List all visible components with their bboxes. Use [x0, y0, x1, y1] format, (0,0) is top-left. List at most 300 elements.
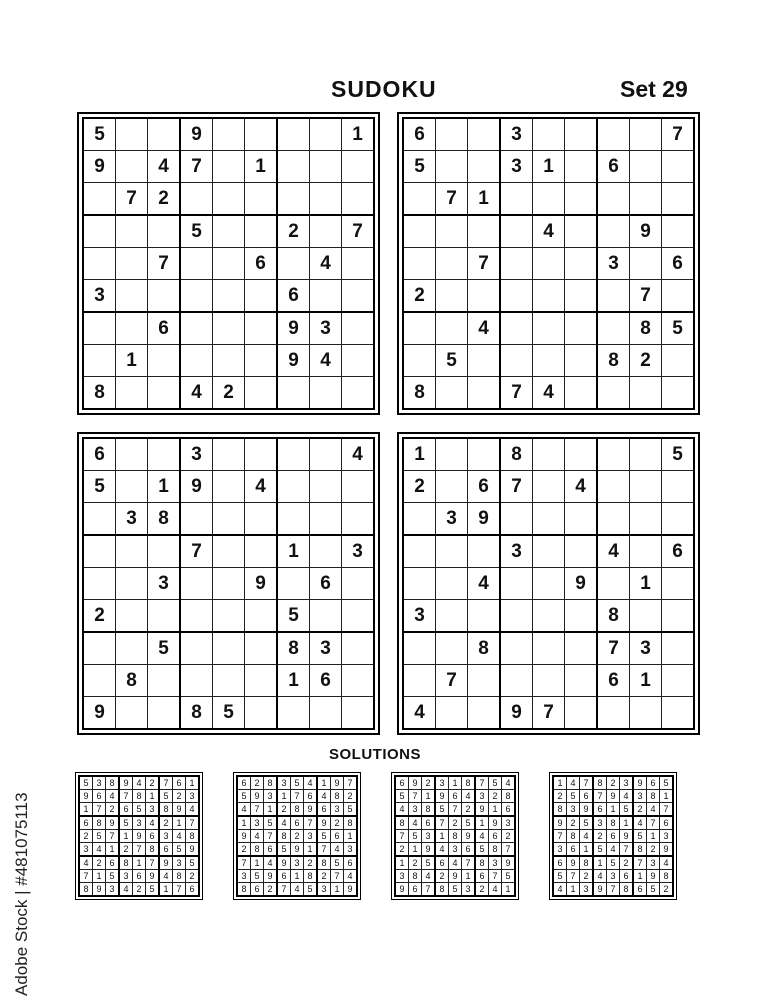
solution-cell-4-cell: 6	[553, 856, 567, 870]
puzzle-cell-2-cell	[403, 215, 436, 248]
solution-cell-1-cell: 2	[93, 856, 106, 870]
solution-cell-3-cell: 6	[395, 776, 409, 790]
puzzle-2	[397, 112, 700, 415]
puzzle-cell-4-row	[403, 665, 694, 697]
solution-cell-2-cell: 8	[331, 790, 344, 803]
solution-cell-2-cell: 8	[291, 803, 304, 817]
solution-cell-4-cell: 6	[567, 843, 580, 857]
solution-cell-4-cell: 3	[553, 843, 567, 857]
solution-cell-2-cell: 6	[317, 803, 331, 817]
solution-cell-3-cell: 9	[502, 856, 516, 870]
solution-cell-4-cell: 4	[593, 870, 607, 883]
puzzle-cell-2-cell: 9	[630, 215, 662, 248]
solution-cell-2-cell: 2	[331, 816, 344, 830]
puzzle-cell-4-cell	[597, 503, 630, 536]
solution-cell-4-cell: 5	[593, 843, 607, 857]
solution-cell-3-cell: 7	[462, 856, 476, 870]
puzzle-cell-1-cell: 1	[342, 118, 375, 151]
puzzle-cell-3-cell	[245, 600, 278, 633]
solution-cell-4-cell: 8	[607, 816, 620, 830]
puzzle-cell-4-cell	[533, 471, 565, 503]
puzzle-cell-1-cell	[180, 183, 213, 216]
solution-cell-3-row	[395, 856, 515, 870]
solution-cell-2-cell: 8	[251, 843, 264, 857]
puzzle-cell-3-row	[83, 535, 374, 568]
solution-cell-3-cell: 4	[422, 870, 436, 883]
solution-cell-1-cell: 4	[93, 843, 106, 857]
puzzle-cell-3-cell: 5	[213, 697, 245, 730]
puzzle-cell-4-cell	[597, 471, 630, 503]
solution-cell-4-cell: 8	[620, 883, 634, 897]
puzzle-cell-2-cell	[533, 183, 565, 216]
solution-cell-4-cell: 1	[633, 870, 647, 883]
puzzle-cell-1-cell	[342, 312, 375, 345]
puzzle-cell-3-cell	[342, 471, 375, 503]
solution-cell-1-row	[79, 843, 199, 857]
puzzle-cell-2-cell: 3	[500, 118, 533, 151]
solution-cell-3-cell: 2	[409, 856, 422, 870]
puzzle-cell-1-cell	[213, 312, 245, 345]
solution-cell-4-cell: 1	[660, 790, 674, 803]
puzzle-cell-1-cell: 3	[83, 280, 116, 313]
solution-cell-2-cell: 4	[277, 816, 291, 830]
solution-cell-2-cell: 5	[304, 883, 318, 897]
puzzle-cell-3-cell: 5	[277, 600, 310, 633]
puzzle-cell-2-cell	[468, 377, 501, 410]
solution-cell-2-cell: 2	[277, 803, 291, 817]
solution-cell-4-cell: 5	[633, 830, 647, 843]
solution-cell-3-cell: 5	[462, 816, 476, 830]
solution-cell-1-cell: 8	[146, 843, 160, 857]
solution-cell-2-cell: 5	[331, 856, 344, 870]
solution-cell-3-cell: 1	[449, 776, 462, 790]
solution-cell-2-cell: 4	[331, 843, 344, 857]
puzzle-cell-2-cell	[565, 215, 598, 248]
solution-cell-3-cell: 5	[409, 830, 422, 843]
puzzle-cell-3-cell	[245, 535, 278, 568]
solution-cell-1-cell: 1	[119, 830, 133, 843]
puzzle-cell-1-cell	[83, 215, 116, 248]
solution-cell-2-cell: 2	[344, 790, 358, 803]
solution-cell-4-cell: 5	[607, 856, 620, 870]
puzzle-cell-2-cell	[500, 183, 533, 216]
puzzle-cell-3-row	[83, 471, 374, 503]
solution-cell-4-cell: 8	[633, 843, 647, 857]
solution-cell-4-cell: 3	[660, 830, 674, 843]
solution-cell-3-cell: 8	[435, 883, 449, 897]
solution-cell-4-cell: 7	[553, 830, 567, 843]
solution-cell-2-cell: 3	[251, 816, 264, 830]
puzzle-cell-2-row	[403, 151, 694, 183]
puzzle-cell-3-cell: 9	[245, 568, 278, 600]
solution-cell-1-cell: 2	[119, 843, 133, 857]
puzzle-cell-2-cell	[533, 118, 565, 151]
puzzle-cell-2-cell	[662, 183, 695, 216]
puzzle-cell-3-cell	[245, 438, 278, 471]
solution-cell-1-cell: 7	[119, 790, 133, 803]
solution-cell-2-cell: 7	[277, 883, 291, 897]
solution-cell-1-cell: 7	[146, 856, 160, 870]
solution-cell-1-cell: 6	[186, 883, 200, 897]
solution-cell-2-cell: 1	[237, 816, 251, 830]
solution-cell-4-cell: 5	[647, 883, 660, 897]
solution-cell-2-cell: 7	[344, 776, 358, 790]
puzzle-cell-4-cell: 2	[403, 471, 436, 503]
puzzle-cell-4-row	[403, 568, 694, 600]
solution-cell-3-cell: 3	[502, 816, 516, 830]
puzzle-cell-1-cell: 3	[310, 312, 342, 345]
solution-cell-4-cell: 4	[633, 816, 647, 830]
puzzle-cell-1-row	[83, 215, 374, 248]
puzzle-cell-2-cell: 4	[533, 377, 565, 410]
solution-cell-3-cell: 4	[435, 843, 449, 857]
solution-cell-3-cell: 3	[449, 843, 462, 857]
puzzle-cell-4-cell	[403, 632, 436, 665]
solution-cell-2-cell: 5	[237, 790, 251, 803]
puzzle-cell-3-cell: 1	[277, 535, 310, 568]
puzzle-cell-1-cell	[277, 377, 310, 410]
solution-cell-2-cell: 6	[344, 856, 358, 870]
solution-cell-2-cell: 5	[264, 816, 278, 830]
puzzle-cell-1-cell	[116, 151, 148, 183]
puzzle-cell-3-cell	[310, 697, 342, 730]
solution-cell-1-cell: 3	[159, 830, 173, 843]
solution-cell-4-cell: 6	[607, 830, 620, 843]
puzzle-cell-2-cell	[565, 312, 598, 345]
solution-cell-2-cell: 9	[264, 870, 278, 883]
solution-cell-3-cell: 2	[449, 816, 462, 830]
solution-cell-4-cell: 6	[647, 776, 660, 790]
solution-cell-2-cell: 6	[331, 830, 344, 843]
puzzle-cell-4-cell	[533, 632, 565, 665]
puzzle-cell-4-cell	[630, 503, 662, 536]
solution-cell-3-row	[395, 803, 515, 817]
solution-cell-1-cell: 8	[186, 830, 200, 843]
puzzle-cell-1-cell	[245, 280, 278, 313]
solution-cell-1-cell: 6	[93, 790, 106, 803]
solution-cell-1-cell: 5	[146, 883, 160, 897]
solution-cell-2-cell: 6	[304, 790, 318, 803]
puzzle-cell-1-cell	[310, 151, 342, 183]
puzzle-cell-1-cell	[83, 183, 116, 216]
puzzle-cell-4-cell	[500, 632, 533, 665]
solution-cell-2-cell: 6	[291, 816, 304, 830]
solution-cell-2-cell: 4	[291, 883, 304, 897]
solution-cell-2-row	[237, 856, 357, 870]
puzzle-cell-3-cell: 3	[148, 568, 181, 600]
solution-cell-3-cell: 3	[395, 870, 409, 883]
solution-cell-4-cell: 1	[567, 883, 580, 897]
solution-cell-3-cell: 4	[449, 856, 462, 870]
solution-cell-2-cell: 1	[251, 856, 264, 870]
puzzle-cell-4-cell: 4	[468, 568, 501, 600]
puzzle-cell-3-cell	[277, 503, 310, 536]
solution-cell-4-cell: 5	[620, 803, 634, 817]
solution-cell-4-cell: 3	[620, 776, 634, 790]
solution-cell-1-cell: 5	[119, 816, 133, 830]
solution-cell-1-cell: 2	[106, 803, 120, 817]
puzzle-cell-1-cell	[180, 345, 213, 377]
puzzle-cell-3-cell	[148, 535, 181, 568]
puzzle-cell-3-cell	[116, 471, 148, 503]
solution-cell-3-cell: 8	[475, 856, 489, 870]
solution-cell-2-cell: 7	[304, 816, 318, 830]
puzzle-cell-3-cell: 8	[148, 503, 181, 536]
solution-cell-1-cell: 1	[173, 816, 186, 830]
puzzle-cell-3-cell: 9	[83, 697, 116, 730]
puzzle-cell-1-cell: 5	[83, 118, 116, 151]
puzzle-cell-4-cell	[468, 535, 501, 568]
solution-cell-1-row	[79, 790, 199, 803]
solution-cell-4-cell: 9	[593, 883, 607, 897]
puzzle-cell-2-cell: 6	[597, 151, 630, 183]
solution-cell-1-cell: 5	[133, 803, 146, 817]
solution-cell-1-cell: 3	[79, 843, 93, 857]
solution-cell-1-cell: 1	[93, 870, 106, 883]
puzzle-cell-3-cell	[83, 503, 116, 536]
puzzle-cell-4-cell: 9	[565, 568, 598, 600]
solution-cell-4-cell: 9	[620, 830, 634, 843]
solution-cell-2-row	[237, 830, 357, 843]
puzzle-cell-3-cell: 3	[342, 535, 375, 568]
solution-cell-4-cell: 2	[580, 870, 594, 883]
solution-cell-3-cell: 2	[489, 790, 502, 803]
solution-cell-2-cell: 9	[331, 776, 344, 790]
puzzle-cell-3-cell	[148, 665, 181, 697]
puzzle-cell-1-cell: 2	[213, 377, 245, 410]
puzzle-cell-2-cell	[500, 248, 533, 280]
puzzle-cell-4-cell: 4	[403, 697, 436, 730]
solution-cell-2-cell: 1	[277, 790, 291, 803]
solution-cell-2-row	[237, 883, 357, 897]
solution-cell-3-cell: 7	[475, 776, 489, 790]
puzzle-cell-1-row	[83, 151, 374, 183]
solution-cell-4-cell: 7	[647, 816, 660, 830]
solution-cell-2-cell: 8	[277, 830, 291, 843]
solution-cell-2-cell: 4	[304, 776, 318, 790]
solution-cell-2-cell: 3	[304, 830, 318, 843]
puzzle-cell-1-cell	[310, 118, 342, 151]
solution-cell-4-cell: 6	[633, 883, 647, 897]
puzzle-cell-2-cell: 7	[468, 248, 501, 280]
puzzle-cell-1-cell	[213, 118, 245, 151]
solution-cell-3-row	[395, 843, 515, 857]
solution-cell-2-cell: 3	[264, 790, 278, 803]
solution-cell-1-cell: 7	[93, 803, 106, 817]
solution-cell-3-cell: 8	[422, 803, 436, 817]
solution-cell-1-cell: 4	[79, 856, 93, 870]
puzzle-cell-1-cell	[277, 183, 310, 216]
puzzle-cell-1-cell: 7	[116, 183, 148, 216]
puzzle-cell-2-row	[403, 118, 694, 151]
solution-cell-3-cell: 9	[462, 830, 476, 843]
solution-cell-1-cell: 8	[106, 776, 120, 790]
puzzle-cell-1-row	[83, 248, 374, 280]
watermark-text: Adobe Stock | #481075113	[12, 792, 31, 996]
solution-cell-3-cell: 8	[449, 830, 462, 843]
solution-cell-4-cell: 5	[553, 870, 567, 883]
solution-cell-3-cell: 6	[435, 856, 449, 870]
puzzle-cell-1-cell	[213, 345, 245, 377]
puzzle-cell-3-cell	[342, 503, 375, 536]
puzzle-cell-1-cell	[245, 377, 278, 410]
puzzle-cell-4-cell	[468, 600, 501, 633]
puzzle-cell-2-cell	[565, 377, 598, 410]
solution-cell-2-cell: 9	[304, 803, 318, 817]
solution-cell-3-cell: 6	[502, 803, 516, 817]
puzzle-cell-2-cell	[403, 183, 436, 216]
solution-cell-3-cell: 4	[502, 776, 516, 790]
solution-cell-2-cell: 7	[237, 856, 251, 870]
puzzle-cell-3-cell	[83, 568, 116, 600]
puzzle-cell-3-cell	[116, 535, 148, 568]
solution-cell-3-cell: 5	[435, 803, 449, 817]
puzzle-cell-3-cell	[116, 632, 148, 665]
puzzle-cell-2-cell	[662, 280, 695, 313]
solution-cell-3-cell: 3	[422, 830, 436, 843]
solution-cell-2-cell: 5	[251, 870, 264, 883]
puzzle-cell-1-cell	[245, 215, 278, 248]
puzzle-cell-4-cell: 5	[662, 438, 695, 471]
puzzle-cell-1-cell: 4	[148, 151, 181, 183]
puzzle-cell-1-cell	[148, 118, 181, 151]
puzzle-cell-3-cell	[116, 438, 148, 471]
puzzle-cell-2-cell	[436, 280, 468, 313]
puzzle-cell-2-cell	[500, 215, 533, 248]
puzzle-cell-4-cell: 1	[403, 438, 436, 471]
puzzle-cell-4-cell	[468, 665, 501, 697]
solution-cell-3-cell: 4	[475, 830, 489, 843]
solution-cell-2-cell: 3	[291, 856, 304, 870]
puzzle-cell-4-cell: 3	[630, 632, 662, 665]
solution-cell-1-cell: 3	[133, 816, 146, 830]
puzzle-cell-4-cell	[565, 665, 598, 697]
puzzle-cell-2-cell	[436, 377, 468, 410]
solution-cell-3-cell: 2	[475, 883, 489, 897]
solution-cell-3-cell: 1	[409, 843, 422, 857]
solution-cell-1-cell: 4	[106, 790, 120, 803]
solution-cell-4-cell: 4	[580, 830, 594, 843]
puzzle-cell-4-cell	[597, 568, 630, 600]
puzzle-cell-3-cell	[310, 471, 342, 503]
puzzle-cell-3-cell	[213, 503, 245, 536]
solution-cell-3-cell: 7	[422, 883, 436, 897]
puzzle-cell-4-cell: 3	[403, 600, 436, 633]
solution-cell-3-cell: 6	[409, 883, 422, 897]
solution-cell-1-cell: 7	[79, 870, 93, 883]
puzzle-cell-2-row	[403, 248, 694, 280]
solution-cell-1-cell: 3	[186, 790, 200, 803]
solution-cell-1-cell: 2	[79, 830, 93, 843]
solution-cell-4-cell: 5	[580, 816, 594, 830]
puzzle-cell-4-cell: 7	[500, 471, 533, 503]
solution-cell-4-cell: 1	[580, 843, 594, 857]
puzzle-cell-3-cell: 3	[116, 503, 148, 536]
solution-cell-3-cell: 7	[409, 790, 422, 803]
solution-cell-3-cell: 1	[475, 816, 489, 830]
solution-cell-3-cell: 6	[449, 790, 462, 803]
puzzle-cell-2-row	[403, 345, 694, 377]
puzzle-cell-1-cell	[148, 280, 181, 313]
solution-cell-3-cell: 4	[462, 790, 476, 803]
solution-cell-3-row	[395, 883, 515, 897]
solution-cell-3-cell: 7	[489, 870, 502, 883]
solution-cell-1-cell: 8	[173, 870, 186, 883]
puzzle-cell-2-cell	[565, 345, 598, 377]
puzzle-cell-4-cell	[533, 665, 565, 697]
solution-cell-1-cell: 6	[119, 803, 133, 817]
solution-cell-4-cell: 3	[567, 803, 580, 817]
puzzle-cell-4-cell	[500, 503, 533, 536]
puzzle-cell-1-row	[83, 183, 374, 216]
solution-cell-4-cell: 9	[607, 790, 620, 803]
solution-cell-1-row	[79, 883, 199, 897]
puzzle-cell-3-cell	[245, 665, 278, 697]
puzzle-cell-4-cell: 7	[533, 697, 565, 730]
solution-cell-3-cell: 7	[395, 830, 409, 843]
puzzle-cell-1-cell: 6	[148, 312, 181, 345]
puzzle-cell-2-cell: 7	[630, 280, 662, 313]
puzzle-cell-4-cell: 7	[597, 632, 630, 665]
puzzle-cell-3-row	[83, 438, 374, 471]
solution-cell-3-cell: 8	[502, 790, 516, 803]
puzzle-cell-2-cell: 8	[403, 377, 436, 410]
puzzle-cell-1-cell	[116, 248, 148, 280]
puzzle-cell-1-cell: 2	[277, 215, 310, 248]
solution-cell-4-cell: 4	[660, 856, 674, 870]
puzzle-cell-1-cell	[213, 151, 245, 183]
solution-cell-4-cell: 7	[620, 843, 634, 857]
solution-cell-3-cell: 8	[462, 776, 476, 790]
solution-cell-3-row	[395, 776, 515, 790]
puzzle-cell-3-cell	[180, 503, 213, 536]
set-label: Set 29	[620, 76, 688, 102]
solution-cell-2-cell: 3	[277, 776, 291, 790]
puzzle-cell-1-cell	[342, 280, 375, 313]
puzzle-cell-1-cell	[180, 280, 213, 313]
puzzle-cell-1-cell: 9	[277, 345, 310, 377]
solution-cell-2-grid	[236, 775, 358, 897]
solution-cell-1-cell: 4	[186, 803, 200, 817]
puzzle-cell-2-cell: 6	[403, 118, 436, 151]
puzzle-cell-4-cell	[662, 665, 695, 697]
puzzle-cell-3-cell: 3	[180, 438, 213, 471]
puzzle-cell-4-cell: 8	[500, 438, 533, 471]
solution-cell-3-cell: 3	[489, 856, 502, 870]
solution-cell-4-row	[553, 843, 673, 857]
puzzle-cell-1-cell	[148, 377, 181, 410]
solution-cell-1-cell: 7	[106, 830, 120, 843]
puzzle-cell-4-cell	[630, 471, 662, 503]
solution-cell-4-cell: 8	[647, 790, 660, 803]
puzzle-cell-4-cell	[533, 600, 565, 633]
puzzle-cell-4-cell	[533, 438, 565, 471]
solution-cell-3-cell: 9	[449, 870, 462, 883]
solution-cell-1-cell: 4	[146, 816, 160, 830]
solution-cell-3-cell: 2	[395, 843, 409, 857]
solution-cell-3-cell: 5	[449, 883, 462, 897]
puzzle-cell-3-cell	[148, 697, 181, 730]
solution-cell-2-cell: 9	[344, 883, 358, 897]
solution-cell-2-cell: 1	[304, 843, 318, 857]
puzzle-cell-2-cell	[468, 280, 501, 313]
puzzle-cell-4-cell	[565, 535, 598, 568]
solution-cell-4-cell: 7	[593, 790, 607, 803]
solution-cell-3-cell: 8	[395, 816, 409, 830]
solution-cell-1-cell: 6	[159, 843, 173, 857]
solution-cell-4-cell: 4	[553, 883, 567, 897]
solution-cell-3-cell: 8	[489, 843, 502, 857]
